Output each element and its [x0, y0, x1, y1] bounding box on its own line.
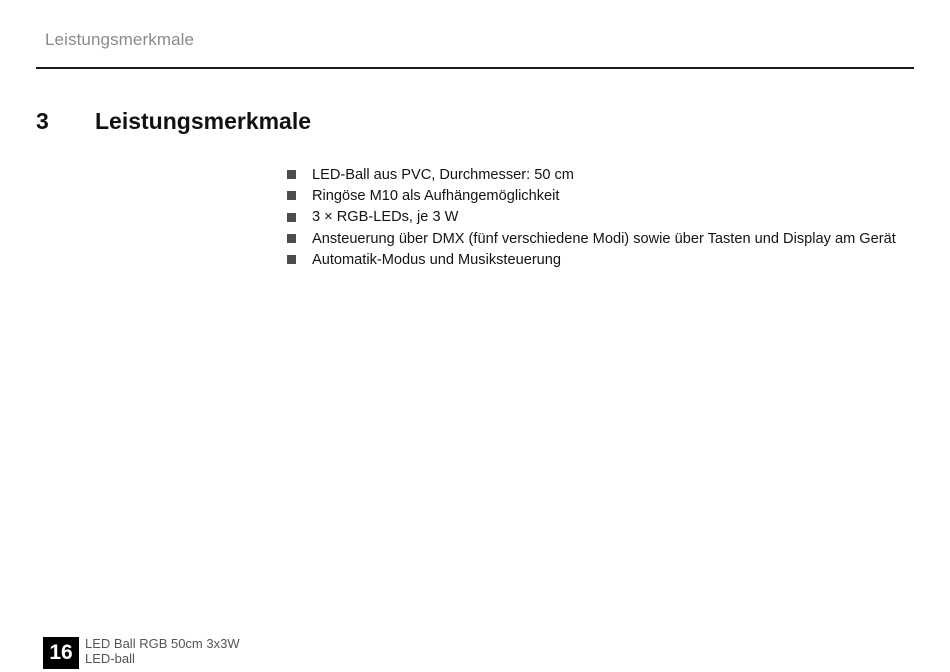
section-title: Leistungsmerkmale — [95, 108, 312, 134]
footer-product-name: LED Ball RGB 50cm 3x3W — [85, 636, 240, 651]
feature-list — [287, 164, 896, 270]
square-bullet-icon — [287, 213, 296, 222]
list-item — [287, 185, 896, 206]
list-item — [287, 249, 896, 270]
feature-text: Automatik-Modus und Musiksteuerung — [312, 251, 562, 268]
square-bullet-icon — [287, 191, 296, 200]
list-item — [287, 207, 896, 228]
feature-text: LED-Ball aus PVC, Durchmesser: 50 cm — [312, 166, 574, 183]
running-header: Leistungsmerkmale — [45, 30, 195, 49]
footer-product-subtitle: LED-ball — [85, 650, 135, 666]
section-heading — [36, 108, 311, 135]
square-bullet-icon — [287, 234, 296, 243]
footer-product-info — [85, 637, 240, 666]
page-footer — [43, 637, 240, 669]
square-bullet-icon — [287, 170, 296, 179]
feature-text: Ringöse M10 als Aufhängemöglichkeit — [312, 187, 560, 204]
square-bullet-icon — [287, 255, 296, 264]
feature-text: 3 × RGB-LEDs, je 3 W — [312, 209, 459, 226]
feature-text: Ansteuerung über DMX (fünf verschiedene Modi) sowie über Tasten und Display am Gerät — [312, 230, 896, 247]
list-item — [287, 228, 896, 249]
section-number: 3 — [36, 108, 49, 134]
list-item — [287, 164, 896, 185]
header-rule — [36, 67, 914, 69]
page-number: 16 — [43, 637, 79, 669]
